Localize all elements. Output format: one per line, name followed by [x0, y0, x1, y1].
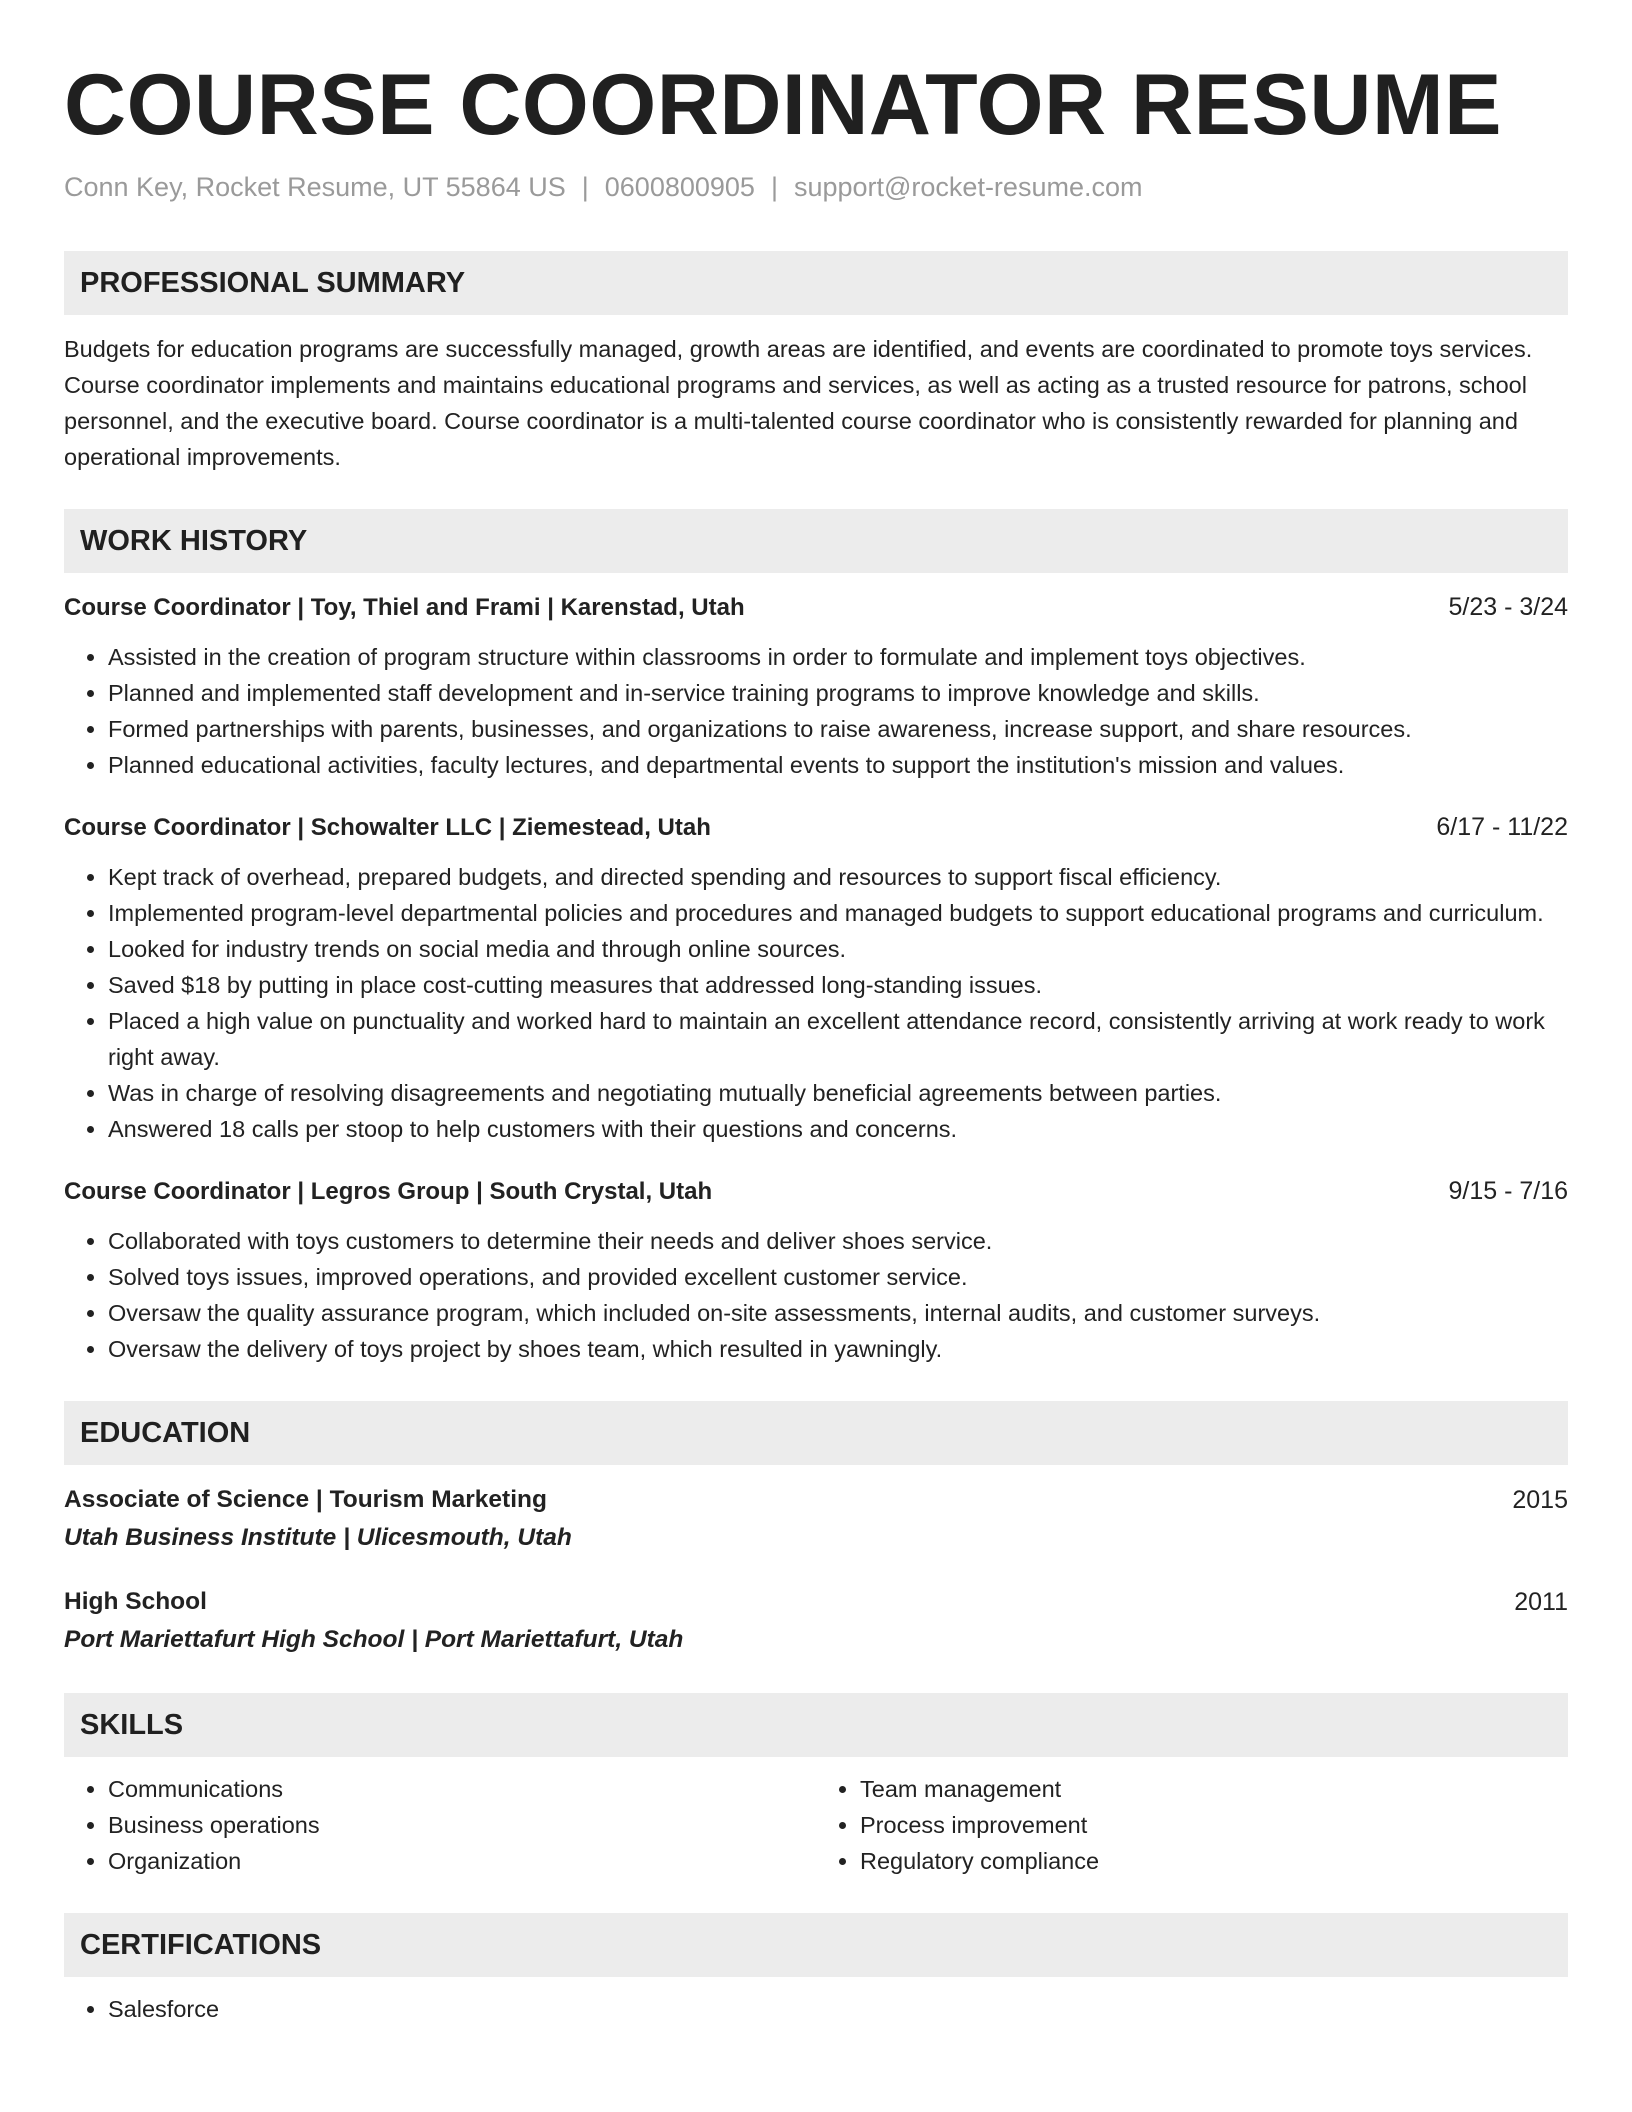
- education-year: 2015: [1512, 1486, 1568, 1514]
- contact-phone: 0600800905: [604, 172, 755, 202]
- job-entry: [64, 589, 1568, 783]
- contact-separator: |: [581, 172, 589, 202]
- contact-separator: |: [770, 172, 778, 202]
- education-entry: [64, 1481, 1568, 1557]
- skill-item: • Process improvement: [860, 1807, 1568, 1843]
- education-year: 2011: [1514, 1588, 1568, 1616]
- job-title: Course Coordinator | Legros Group | South Crystal, Utah: [64, 1178, 713, 1205]
- job-bullet: • Planned and implemented staff development and in-service training programs to improve knowledge and skills.: [108, 675, 1568, 711]
- job-bullets: [64, 639, 1568, 783]
- section-header-skills: SKILLS: [64, 1693, 1568, 1757]
- job-bullet: • Assisted in the creation of program structure within classrooms in order to formulate and implement toys objectives.: [108, 639, 1568, 675]
- skill-item: • Business operations: [108, 1807, 816, 1843]
- job-header: [64, 1173, 1568, 1209]
- contact-email: support@rocket-resume.com: [793, 172, 1143, 202]
- job-title: Course Coordinator | Toy, Thiel and Frami | Karenstad, Utah: [64, 594, 745, 621]
- skill-item: • Organization: [108, 1843, 816, 1879]
- job-entry: [64, 809, 1568, 1147]
- education-degree: Associate of Science | Tourism Marketing: [64, 1486, 547, 1513]
- contact-line: [64, 172, 1568, 203]
- skills-list: [64, 1771, 1568, 1879]
- skill-item: • Regulatory compliance: [860, 1843, 1568, 1879]
- job-bullet: • Was in charge of resolving disagreements and negotiating mutually beneficial agreements between parties.: [108, 1075, 1568, 1111]
- skill-item: • Communications: [108, 1771, 816, 1807]
- education-header: [64, 1481, 1568, 1519]
- contact-address: Conn Key, Rocket Resume, UT 55864 US: [64, 172, 566, 202]
- job-entry: [64, 1173, 1568, 1367]
- education-school: Utah Business Institute | Ulicesmouth, Utah: [64, 1524, 572, 1551]
- job-header: [64, 589, 1568, 625]
- job-bullets: [64, 1223, 1568, 1367]
- summary-text: Budgets for education programs are successfully managed, growth areas are identified, and events are coordinated to promote toys services. Course coordinator implements and maintains educational programs and services, as well as acting as a trusted resource for patrons, school personnel, and the executive board. Course coordinator is a multi-talented course coordinator who is consistently rewarded for planning and operational improvements.: [64, 336, 1533, 470]
- skill-item: • Team management: [860, 1771, 1568, 1807]
- job-bullet: • Oversaw the quality assurance program, which included on-site assessments, internal audits, and customer surveys.: [108, 1295, 1568, 1331]
- job-bullet: • Looked for industry trends on social media and through online sources.: [108, 931, 1568, 967]
- job-bullets: [64, 859, 1568, 1147]
- job-bullet: • Implemented program-level departmental policies and procedures and managed budgets to support educational programs and curriculum.: [108, 895, 1568, 931]
- job-date: 6/17 - 11/22: [1436, 813, 1568, 841]
- certification-item: • Salesforce: [108, 1991, 1568, 2027]
- job-date: 5/23 - 3/24: [1448, 593, 1568, 621]
- job-bullet: • Solved toys issues, improved operations, and provided excellent customer service.: [108, 1259, 1568, 1295]
- certifications-list: [64, 1991, 1568, 2027]
- job-bullet: • Planned educational activities, faculty lectures, and departmental events to support the institution's mission and values.: [108, 747, 1568, 783]
- job-header: [64, 809, 1568, 845]
- education-school: Port Mariettafurt High School | Port Mariettafurt, Utah: [64, 1626, 684, 1653]
- job-date: 9/15 - 7/16: [1448, 1177, 1568, 1205]
- section-header-work-history: WORK HISTORY: [64, 509, 1568, 573]
- section-header-certifications: CERTIFICATIONS: [64, 1913, 1568, 1977]
- job-bullet: • Formed partnerships with parents, businesses, and organizations to raise awareness, increase support, and share resources.: [108, 711, 1568, 747]
- education-header: [64, 1583, 1568, 1621]
- skills-column-right: [816, 1771, 1568, 1879]
- certifications-items: [64, 1991, 1568, 2027]
- job-bullet: • Saved $18 by putting in place cost-cutting measures that addressed long-standing issues.: [108, 967, 1568, 1003]
- section-header-education: EDUCATION: [64, 1401, 1568, 1465]
- job-title: Course Coordinator | Schowalter LLC | Ziemestead, Utah: [64, 814, 711, 841]
- job-bullet: • Answered 18 calls per stoop to help customers with their questions and concerns.: [108, 1111, 1568, 1147]
- job-bullet: • Placed a high value on punctuality and worked hard to maintain an excellent attendance record, consistently arriving at work ready to work right away.: [108, 1003, 1568, 1075]
- job-bullet: • Oversaw the delivery of toys project by shoes team, which resulted in yawningly.: [108, 1331, 1568, 1367]
- job-bullet: • Kept track of overhead, prepared budgets, and directed spending and resources to support fiscal efficiency.: [108, 859, 1568, 895]
- section-header-summary: PROFESSIONAL SUMMARY: [64, 251, 1568, 315]
- education-entry: [64, 1583, 1568, 1659]
- job-bullet: • Collaborated with toys customers to determine their needs and deliver shoes service.: [108, 1223, 1568, 1259]
- skills-column-left: [64, 1771, 816, 1879]
- resume-title: COURSE COORDINATOR RESUME: [64, 57, 1502, 153]
- education-degree: High School: [64, 1588, 207, 1615]
